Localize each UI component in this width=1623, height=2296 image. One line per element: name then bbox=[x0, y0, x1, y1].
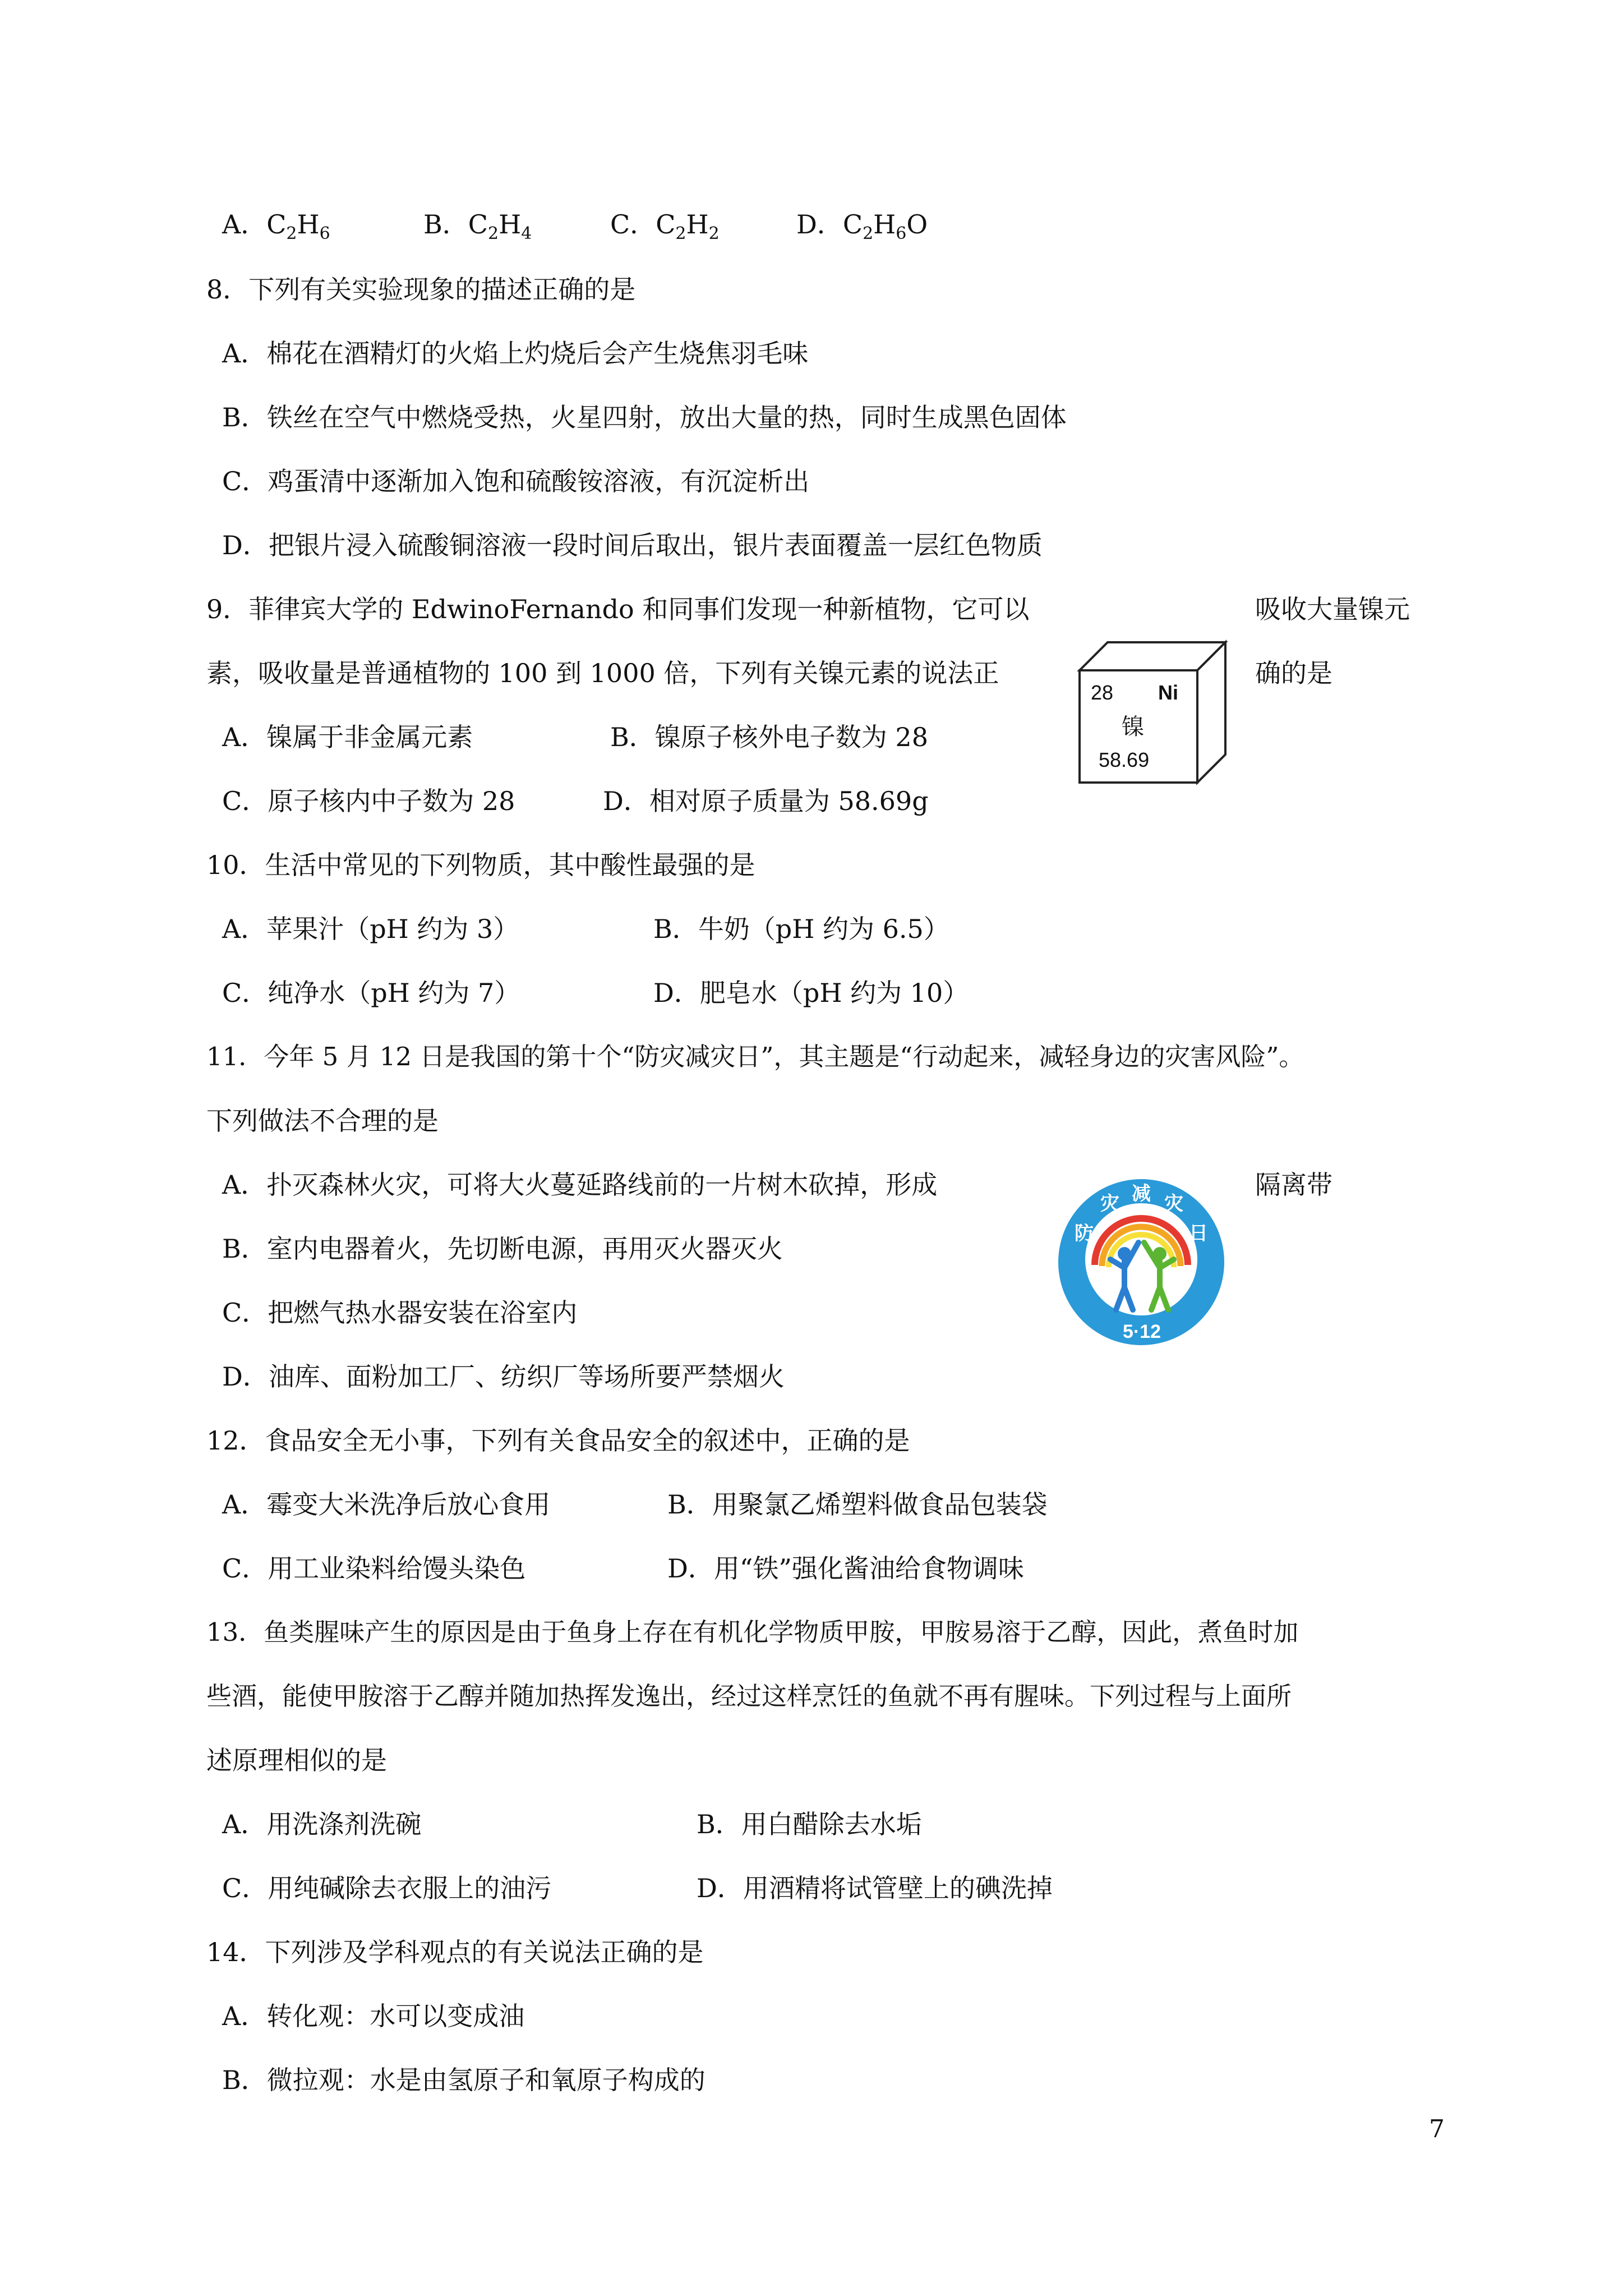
q9-option-a: A．镍属于非金属元素 bbox=[222, 722, 473, 752]
q10-stem: 10．生活中常见的下列物质，其中酸性最强的是 bbox=[206, 850, 755, 880]
element-name: 镍 bbox=[1122, 714, 1144, 740]
logo-date: 5·12 bbox=[1123, 1321, 1161, 1342]
q10-option-d: D．肥皂水（pH 约为 10） bbox=[653, 978, 969, 1008]
element-symbol: Ni bbox=[1158, 681, 1178, 704]
q8-stem: 8．下列有关实验现象的描述正确的是 bbox=[206, 274, 636, 305]
element-mass: 58.69 bbox=[1099, 748, 1150, 771]
q13-option-a: A．用洗涤剂洗碗 bbox=[222, 1809, 422, 1839]
logo-char-1: 防 bbox=[1075, 1222, 1094, 1245]
logo-char-2: 灾 bbox=[1100, 1193, 1119, 1215]
q9-stem-part2: 吸收大量镍元 bbox=[1255, 594, 1410, 624]
q14-option-a: A．转化观：水可以变成油 bbox=[222, 2001, 525, 2031]
disaster-prevention-day-logo bbox=[1054, 1175, 1228, 1349]
q14-stem: 14．下列涉及学科观点的有关说法正确的是 bbox=[206, 1937, 704, 1967]
q12-option-c: C．用工业染料给馒头染色 bbox=[222, 1553, 526, 1584]
logo-char-3: 减 bbox=[1132, 1182, 1151, 1205]
logo-char-5: 日 bbox=[1189, 1222, 1208, 1245]
nickel-element-card bbox=[1074, 631, 1231, 788]
q11-option-d: D．油库、面粉加工厂、纺织厂等场所要严禁烟火 bbox=[222, 1361, 785, 1392]
q12-option-a: A．霉变大米洗净后放心食用 bbox=[222, 1489, 551, 1520]
q13-option-b: B．用白醋除去水垢 bbox=[697, 1809, 922, 1839]
q9-option-b: B．镍原子核外电子数为 28 bbox=[610, 722, 928, 752]
q9-stem-part3: 素，吸收量是普通植物的 100 到 1000 倍，下列有关镍元素的说法正 bbox=[206, 658, 999, 688]
q12-option-d: D．用“铁”强化酱油给食物调味 bbox=[667, 1553, 1024, 1584]
q12-stem: 12．食品安全无小事，下列有关食品安全的叙述中，正确的是 bbox=[206, 1425, 910, 1456]
q8-option-b: B．铁丝在空气中燃烧受热，火星四射，放出大量的热，同时生成黑色固体 bbox=[222, 402, 1067, 432]
q10-option-b: B．牛奶（pH 约为 6.5） bbox=[653, 914, 949, 944]
q7-option-a: A．$C_2H_6$ bbox=[222, 209, 330, 243]
q11-option-c: C．把燃气热水器安装在浴室内 bbox=[222, 1297, 578, 1328]
q8-option-d: D．把银片浸入硫酸铜溶液一段时间后取出，银片表面覆盖一层红色物质 bbox=[222, 530, 1043, 560]
q13-stem-line2: 些酒，能使甲胺溶于乙醇并随加热挥发逸出，经过这样烹饪的鱼就不再有腥味。下列过程与上面所 bbox=[206, 1681, 1292, 1711]
logo-char-4: 灾 bbox=[1164, 1193, 1183, 1215]
q7-option-c: C．$C_2H_2$ bbox=[610, 209, 720, 243]
q7-option-b: B．$C_2H_4$ bbox=[423, 209, 532, 243]
q7-option-d: D．$C_2H_6O$ bbox=[796, 209, 928, 243]
q10-option-c: C．纯净水（pH 约为 7） bbox=[222, 978, 520, 1008]
q9-stem-part1: 9．菲律宾大学的 EdwinoFernando 和同事们发现一种新植物，它可以 bbox=[206, 594, 1030, 624]
q11-option-a-part2: 隔离带 bbox=[1255, 1170, 1332, 1200]
q8-option-a: A．棉花在酒精灯的火焰上灼烧后会产生烧焦羽毛味 bbox=[222, 338, 809, 369]
q11-stem-line2: 下列做法不合理的是 bbox=[206, 1106, 439, 1136]
q13-option-c: C．用纯碱除去衣服上的油污 bbox=[222, 1873, 552, 1903]
q11-option-a-part1: A．扑灭森林火灾，可将大火蔓延路线前的一片树木砍掉，形成 bbox=[222, 1170, 938, 1200]
q11-stem-line1: 11．今年 5 月 12 日是我国的第十个“防灾减灾日”，其主题是“行动起来，减轻身边的灾害风险”。 bbox=[206, 1042, 1304, 1071]
q13-stem-line1: 13．鱼类腥味产生的原因是由于鱼身上存在有机化学物质甲胺，甲胺易溶于乙醇，因此，煮鱼时加 bbox=[206, 1617, 1299, 1647]
q10-option-a: A．苹果汁（pH 约为 3） bbox=[222, 914, 519, 944]
q9-option-d: D．相对原子质量为 58.69g bbox=[603, 786, 929, 816]
page-number: 7 bbox=[1429, 2115, 1445, 2143]
q13-stem-line3: 述原理相似的是 bbox=[206, 1745, 387, 1775]
q14-option-b: B．微拉观：水是由氢原子和氧原子构成的 bbox=[222, 2065, 706, 2095]
q13-option-d: D．用酒精将试管壁上的碘洗掉 bbox=[697, 1873, 1053, 1903]
q11-option-b: B．室内电器着火，先切断电源，再用灭火器灭火 bbox=[222, 1234, 783, 1264]
q9-stem-part4: 确的是 bbox=[1255, 658, 1332, 688]
element-atomic-number: 28 bbox=[1091, 681, 1114, 704]
q8-option-c: C．鸡蛋清中逐渐加入饱和硫酸铵溶液，有沉淀析出 bbox=[222, 466, 810, 496]
q9-option-c: C．原子核内中子数为 28 bbox=[222, 786, 515, 816]
q12-option-b: B．用聚氯乙烯塑料做食品包装袋 bbox=[667, 1489, 1048, 1520]
